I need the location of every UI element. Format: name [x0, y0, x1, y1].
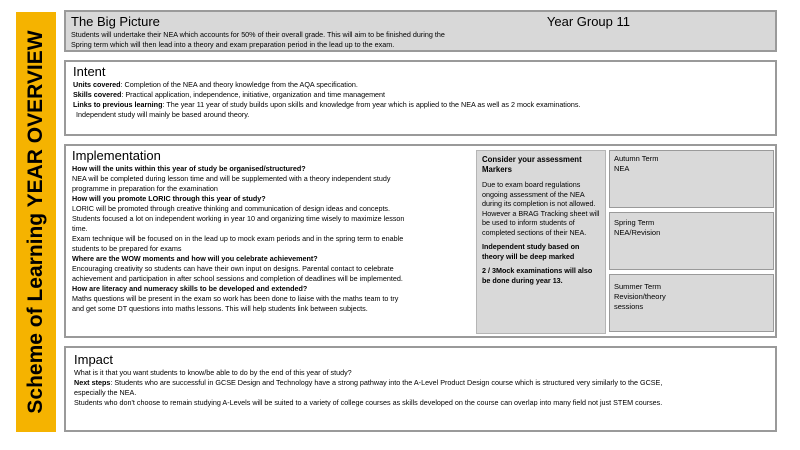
- spring-term-text: NEA/Revision: [614, 228, 661, 237]
- implementation-content: [72, 148, 472, 314]
- autumn-term-box: [609, 150, 774, 208]
- question-heading: How will you promote LORIC through this year of study?: [72, 194, 266, 203]
- summer-term-text: Revision/theory: [614, 292, 666, 301]
- skills-covered: [73, 90, 768, 100]
- impact-title: Impact: [74, 352, 114, 367]
- answer-line: Encouraging creativity so students can have their own input on designs. Parental contact to celebrate: [72, 264, 394, 273]
- answer-line: LORIC will be promoted through creative thinking and communication of design ideas and concepts.: [72, 204, 391, 213]
- assessment-text: Due to exam board regulations ongoing assessment of the NEA during its completion is not allowed. However a BRAG Tracking sheet will be used to inform students of completed sections of their NEA.: [482, 180, 600, 237]
- skills-text: : Practical application, independence, initiative, organization and time management: [121, 90, 386, 99]
- units-covered: [73, 80, 768, 90]
- impact-line: especially the NEA.: [74, 388, 137, 397]
- impact-panel: [64, 346, 777, 432]
- answer-line: students to be prepared for exams: [72, 244, 182, 253]
- units-label: Units covered: [73, 80, 121, 89]
- links-previous: [73, 100, 768, 110]
- intent-title: Intent: [73, 64, 106, 79]
- next-steps: [74, 378, 767, 388]
- next-steps-label: Next steps: [74, 378, 111, 387]
- big-picture-line: Students will undertake their NEA which accounts for 50% of their overall grade. This will aim to be finished during the: [71, 30, 445, 39]
- summer-term-title: Summer Term: [614, 282, 661, 291]
- side-title: Scheme of Learning YEAR OVERVIEW: [24, 30, 47, 414]
- assessment-mock-exams: 2 / 3Mock examinations will also be done during year 13.: [482, 266, 593, 285]
- intent-extra: Independent study will mainly be based around theory.: [76, 110, 250, 119]
- answer-line: NEA will be completed during lesson time and will be supplemented with a theory independent study: [72, 174, 391, 183]
- question-heading: How are literacy and numeracy skills to be developed and extended?: [72, 284, 308, 293]
- intent-panel: [64, 60, 777, 136]
- answer-line: Students focused a lot on independent working in year 10 and organizing time wisely to maximize lesson: [72, 214, 405, 223]
- autumn-term-text: NEA: [614, 164, 630, 173]
- links-text: : The year 11 year of study builds upon skills and knowledge from year which is applied to the NEA as well as 2 mock examinations.: [162, 100, 581, 109]
- impact-line: Students who don't choose to remain studying A-Levels will be suited to a variety of college courses as skills developed on the course can overlap into many field not just STEM courses.: [74, 398, 663, 407]
- question-heading: How will the units within this year of study be organised/structured?: [72, 164, 306, 173]
- assessment-markers-box: [476, 150, 606, 334]
- year-group-label: Year Group 11: [546, 14, 630, 29]
- skills-label: Skills covered: [73, 90, 122, 99]
- spring-term-title: Spring Term: [614, 218, 655, 227]
- spring-term-box: [609, 212, 774, 270]
- implementation-title: Implementation: [72, 148, 161, 163]
- autumn-term-title: Autumn Term: [614, 154, 659, 163]
- big-picture-line: Spring term which will then lead into a theory and exam preparation period in the lead up to the exam.: [71, 40, 395, 49]
- answer-line: programme in preparation for the examination: [72, 184, 218, 193]
- summer-term-box: [609, 274, 774, 332]
- impact-line: What is it that you want students to know/be able to do by the end of this year of study?: [74, 368, 352, 377]
- answer-line: Maths questions will be present in the exam so work has been done to liaise with the maths team to try: [72, 294, 399, 303]
- assessment-deep-marked: Independent study based on theory will be deep marked: [482, 242, 580, 261]
- answer-line: time.: [72, 224, 88, 233]
- units-text: : Completion of the NEA and theory knowledge from the AQA specification.: [120, 80, 358, 89]
- links-label: Links to previous learning: [73, 100, 163, 109]
- answer-line: achievement and participation in after school sessions and completion of deadlines will be implemented.: [72, 274, 403, 283]
- big-picture-title: The Big Picture: [71, 14, 160, 29]
- answer-line: and get some DT questions into maths lessons. This will help students link between subjects.: [72, 304, 368, 313]
- next-steps-text: : Students who are successful in GCSE Design and Technology have a strong pathway into the A-Level Product Design course which is structured very similarly to the GCSE,: [110, 378, 663, 387]
- implementation-panel: [64, 144, 777, 338]
- summer-term-text: sessions: [614, 302, 644, 311]
- question-heading: Where are the WOW moments and how will you celebrate achievement?: [72, 254, 318, 263]
- big-picture-panel: [64, 10, 777, 52]
- answer-line: Exam technique will be focused on in the lead up to mock exam periods and in the spring term to enable: [72, 234, 404, 243]
- assessment-title: Consider your assessment Markers: [482, 155, 582, 174]
